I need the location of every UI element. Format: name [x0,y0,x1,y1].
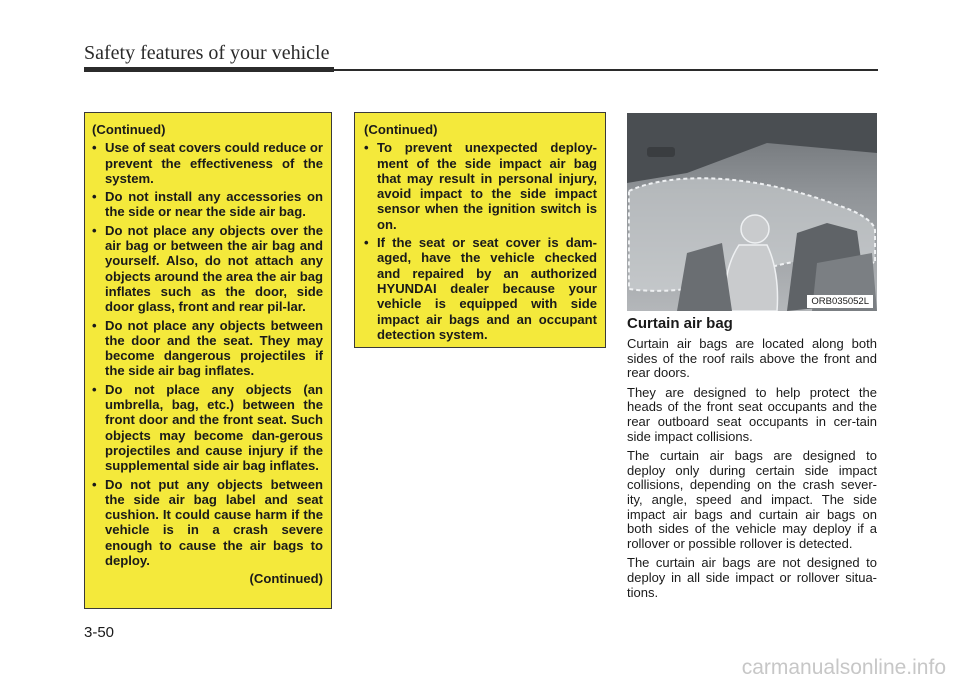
continued-label-end: (Continued) [249,571,323,587]
warning-item: • Do not place any objects between the door and the seat. They may become dangerous projectiles if the side air bag inflates. [92,318,323,379]
paragraph: The curtain air bags are designed to deploy only during certain side impact collisions, depending on the crash sever-ity, angle, speed and impact. The side impact air bags and curtain air bags on both sides of the vehicle may deploy if a rollover or possible rollover is detected. [627,448,877,551]
paragraph: Curtain air bags are located along both sides of the roof rails above the front and rear doors. [627,336,877,381]
header-rule-thin [334,69,878,71]
warning-item: • Do not install any accessories on the side or near the side air bag. [92,189,323,220]
figure-label: ORB035052L [807,295,873,308]
warning-item: • To prevent unexpected deploy-ment of the side impact air bag that may result in personal injury, avoid impact to the side impact sensor when the ignition switch is on. [364,140,597,232]
warning-list [364,140,597,342]
continued-label: (Continued) [92,122,166,137]
warning-list [92,140,323,568]
page-header-title: Safety features of your vehicle [84,42,330,64]
warning-item: • Use of seat covers could reduce or prevent the effectiveness of the system. [92,140,323,186]
curtain-airbag-illustration [627,113,877,311]
continued-label: (Continued) [364,122,438,137]
paragraph: They are designed to help protect the heads of the front seat occupants and the rear outboard seat occupants in cer-tain side impact collisions. [627,384,877,444]
header-rule [84,67,334,72]
paragraph: The curtain air bags are not designed to deploy in all side impact or rollover situa-tions. [627,555,877,600]
warning-item: • If the seat or seat cover is dam-aged, have the vehicle checked and repaired by an authorized HYUNDAI dealer because your vehicle is equipped with side impact air bags and an occupant detection system. [364,235,597,342]
car-interior-drawing [627,113,877,311]
warning-box-right [354,112,606,348]
warning-item: • Do not place any objects over the air bag or between the air bag and yourself. Also, do not attach any objects around the area the air bag inflates such as the door, side door glass, front and rear pil-lar. [92,223,323,315]
warning-box-left [84,112,332,609]
page-number: 3-50 [84,624,115,641]
warning-item: • Do not put any objects between the side air bag label and seat cushion. It could cause harm if the vehicle is in a crash severe enough to cause the air bags to deploy. [92,477,323,569]
section-body [627,337,877,605]
section-heading: Curtain air bag [627,315,733,332]
warning-item: • Do not place any objects (an umbrella, bag, etc.) between the front door and the front seat. Such objects may become dan-gerous projectiles and cause injury if the supplemental side air bag inflates. [92,382,323,474]
watermark: carmanualsonline.info [741,656,946,679]
